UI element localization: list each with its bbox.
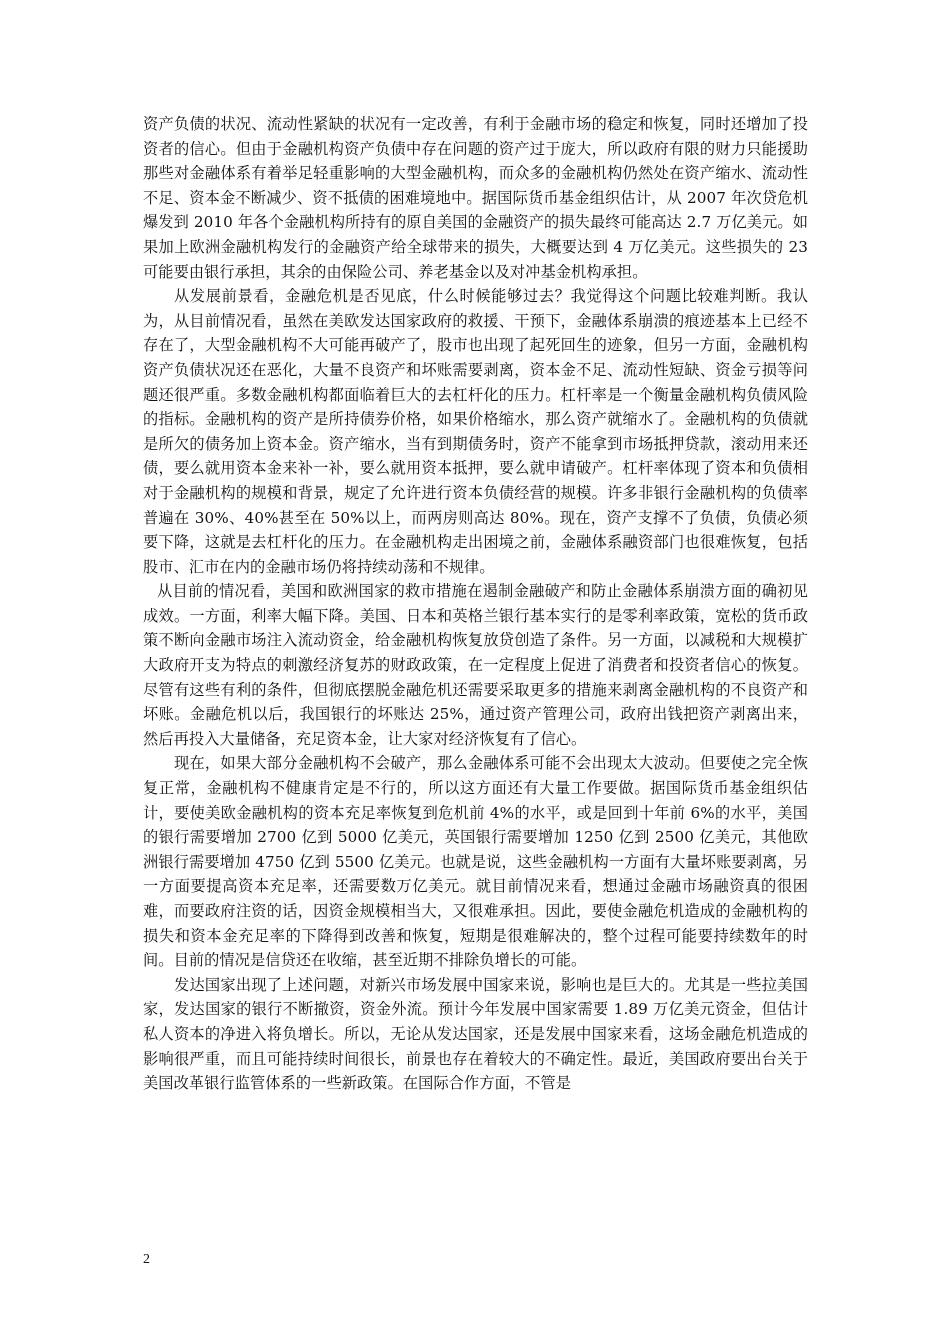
- paragraph-3: 从目前的情况看，美国和欧洲国家的救市措施在遏制金融破产和防止金融体系崩溃方面的确初见成效。一方面，利率大幅下降。美国、日本和英格兰银行基本实行的是零利率政策，宽松的货币政策不断向金融市场注入流动资金，给金融机构恢复放贷创造了条件。另一方面，以减税和大规模扩大政府开支为特点的刺激经济复苏的财政政策，在一定程度上促进了消费者和投资者信心的恢复。尽管有这些有利的条件，但彻底摆脱金融危机还需要采取更多的措施来剥离金融机构的不良资产和坏账。金融危机以后，我国银行的坏账达 25%，通过资产管理公司，政府出钱把资产剥离出来，然后再投入大量储备，充足资本金，让大家对经济恢复有了信心。: [143, 582, 808, 748]
- document-body: [143, 112, 808, 1096]
- paragraph-2: 从发展前景看，金融危机是否见底，什么时候能够过去？我觉得这个问题比较难判断。我认为，从目前情况看，虽然在美欧发达国家政府的救援、干预下，金融体系崩溃的痕迹基本上已经不存在了，大型金融机构不大可能再破产了，股市也出现了起死回生的迹象，但另一方面，金融机构资产负债状况还在恶化，大量不良资产和坏账需要剥离，资本金不足、流动性短缺、资金亏损等问题还很严重。多数金融机构都面临着巨大的去杠杆化的压力。杠杆率是一个衡量金融机构负债风险的指标。金融机构的资产是所持债券价格，如果价格缩水，那么资产就缩水了。金融机构的负债就是所欠的债务加上资本金。资产缩水，当有到期债务时，资产不能拿到市场抵押贷款，滚动用来还债，要么就用资本金来补一补，要么就用资本抵押，要么就申请破产。杠杆率体现了资本和负债相对于金融机构的规模和背景，规定了允许进行资本负债经营的规模。许多非银行金融机构的负债率普遍在 30%、40%甚至在 50%以上，而两房则高达 80%。现在，资产支撑不了负债，负债必须要下降，这就是去杠杆化的压力。在金融机构走出困境之前，金融体系融资部门也很难恢复，包括股市、汇市在内的金融市场仍将持续动荡和不规律。: [143, 287, 808, 576]
- paragraph-1: 资产负债的状况、流动性紧缺的状况有一定改善，有利于金融市场的稳定和恢复，同时还增加了投资者的信心。但由于金融机构资产负债中存在问题的资产过于庞大，所以政府有限的财力只能援助那些对金融体系有着举足轻重影响的大型金融机构，而众多的金融机构仍然处在资产缩水、流动性不足、资本金不断减少、资不抵债的困难境地中。据国际货币基金组织估计，从 2007 年次贷危机爆发到 2010 年各个金融机构所持有的原自美国的金融资产的损失最终可能高达 2.7 万亿美元。如果加上欧洲金融机构发行的金融资产给全球带来的损失，大概要达到 4 万亿美元。这些损失的 23 可能要由银行承担，其余的由保险公司、养老基金以及对冲基金机构承担。: [143, 115, 808, 281]
- paragraph-4: 现在，如果大部分金融机构不会破产，那么金融体系可能不会出现太大波动。但要使之完全恢复正常，金融机构不健康肯定是不行的，所以这方面还有大量工作要做。据国际货币基金组织估计，要使美欧金融机构的资本充足率恢复到危机前 4%的水平，或是回到十年前 6%的水平，美国的银行需要增加 2700 亿到 5000 亿美元，英国银行需要增加 1250 亿到 2500 亿美元，其他欧洲银行需要增加 4750 亿到 5500 亿美元。也就是说，这些金融机构一方面有大量坏账要剥离，另一方面要提高资本充足率，还需要数万亿美元。就目前情况来看，想通过金融市场融资真的很困难，而要政府注资的话，因资金规模相当大，又很难承担。因此，要使金融危机造成的金融机构的损失和资本金充足率的下降得到改善和恢复，短期是很难解决的，整个过程可能要持续数年的时间。目前的情况是信贷还在收缩，甚至近期不排除负增长的可能。: [143, 754, 808, 970]
- page-number: 2: [143, 1252, 150, 1267]
- paragraph-5: 发达国家出现了上述问题，对新兴市场发展中国家来说，影响也是巨大的。尤其是一些拉美国家，发达国家的银行不断撤资，资金外流。预计今年发展中国家需要 1.89 万亿美元资金，但估计私人资本的净进入将负增长。所以，无论从发达国家，还是发展中国家来看，这场金融危机造成的影响很严重，而且可能持续时间很长，前景也存在着较大的不确定性。最近，美国政府要出台关于美国改革银行监管体系的一些新政策。在国际合作方面，不管是: [143, 975, 808, 1093]
